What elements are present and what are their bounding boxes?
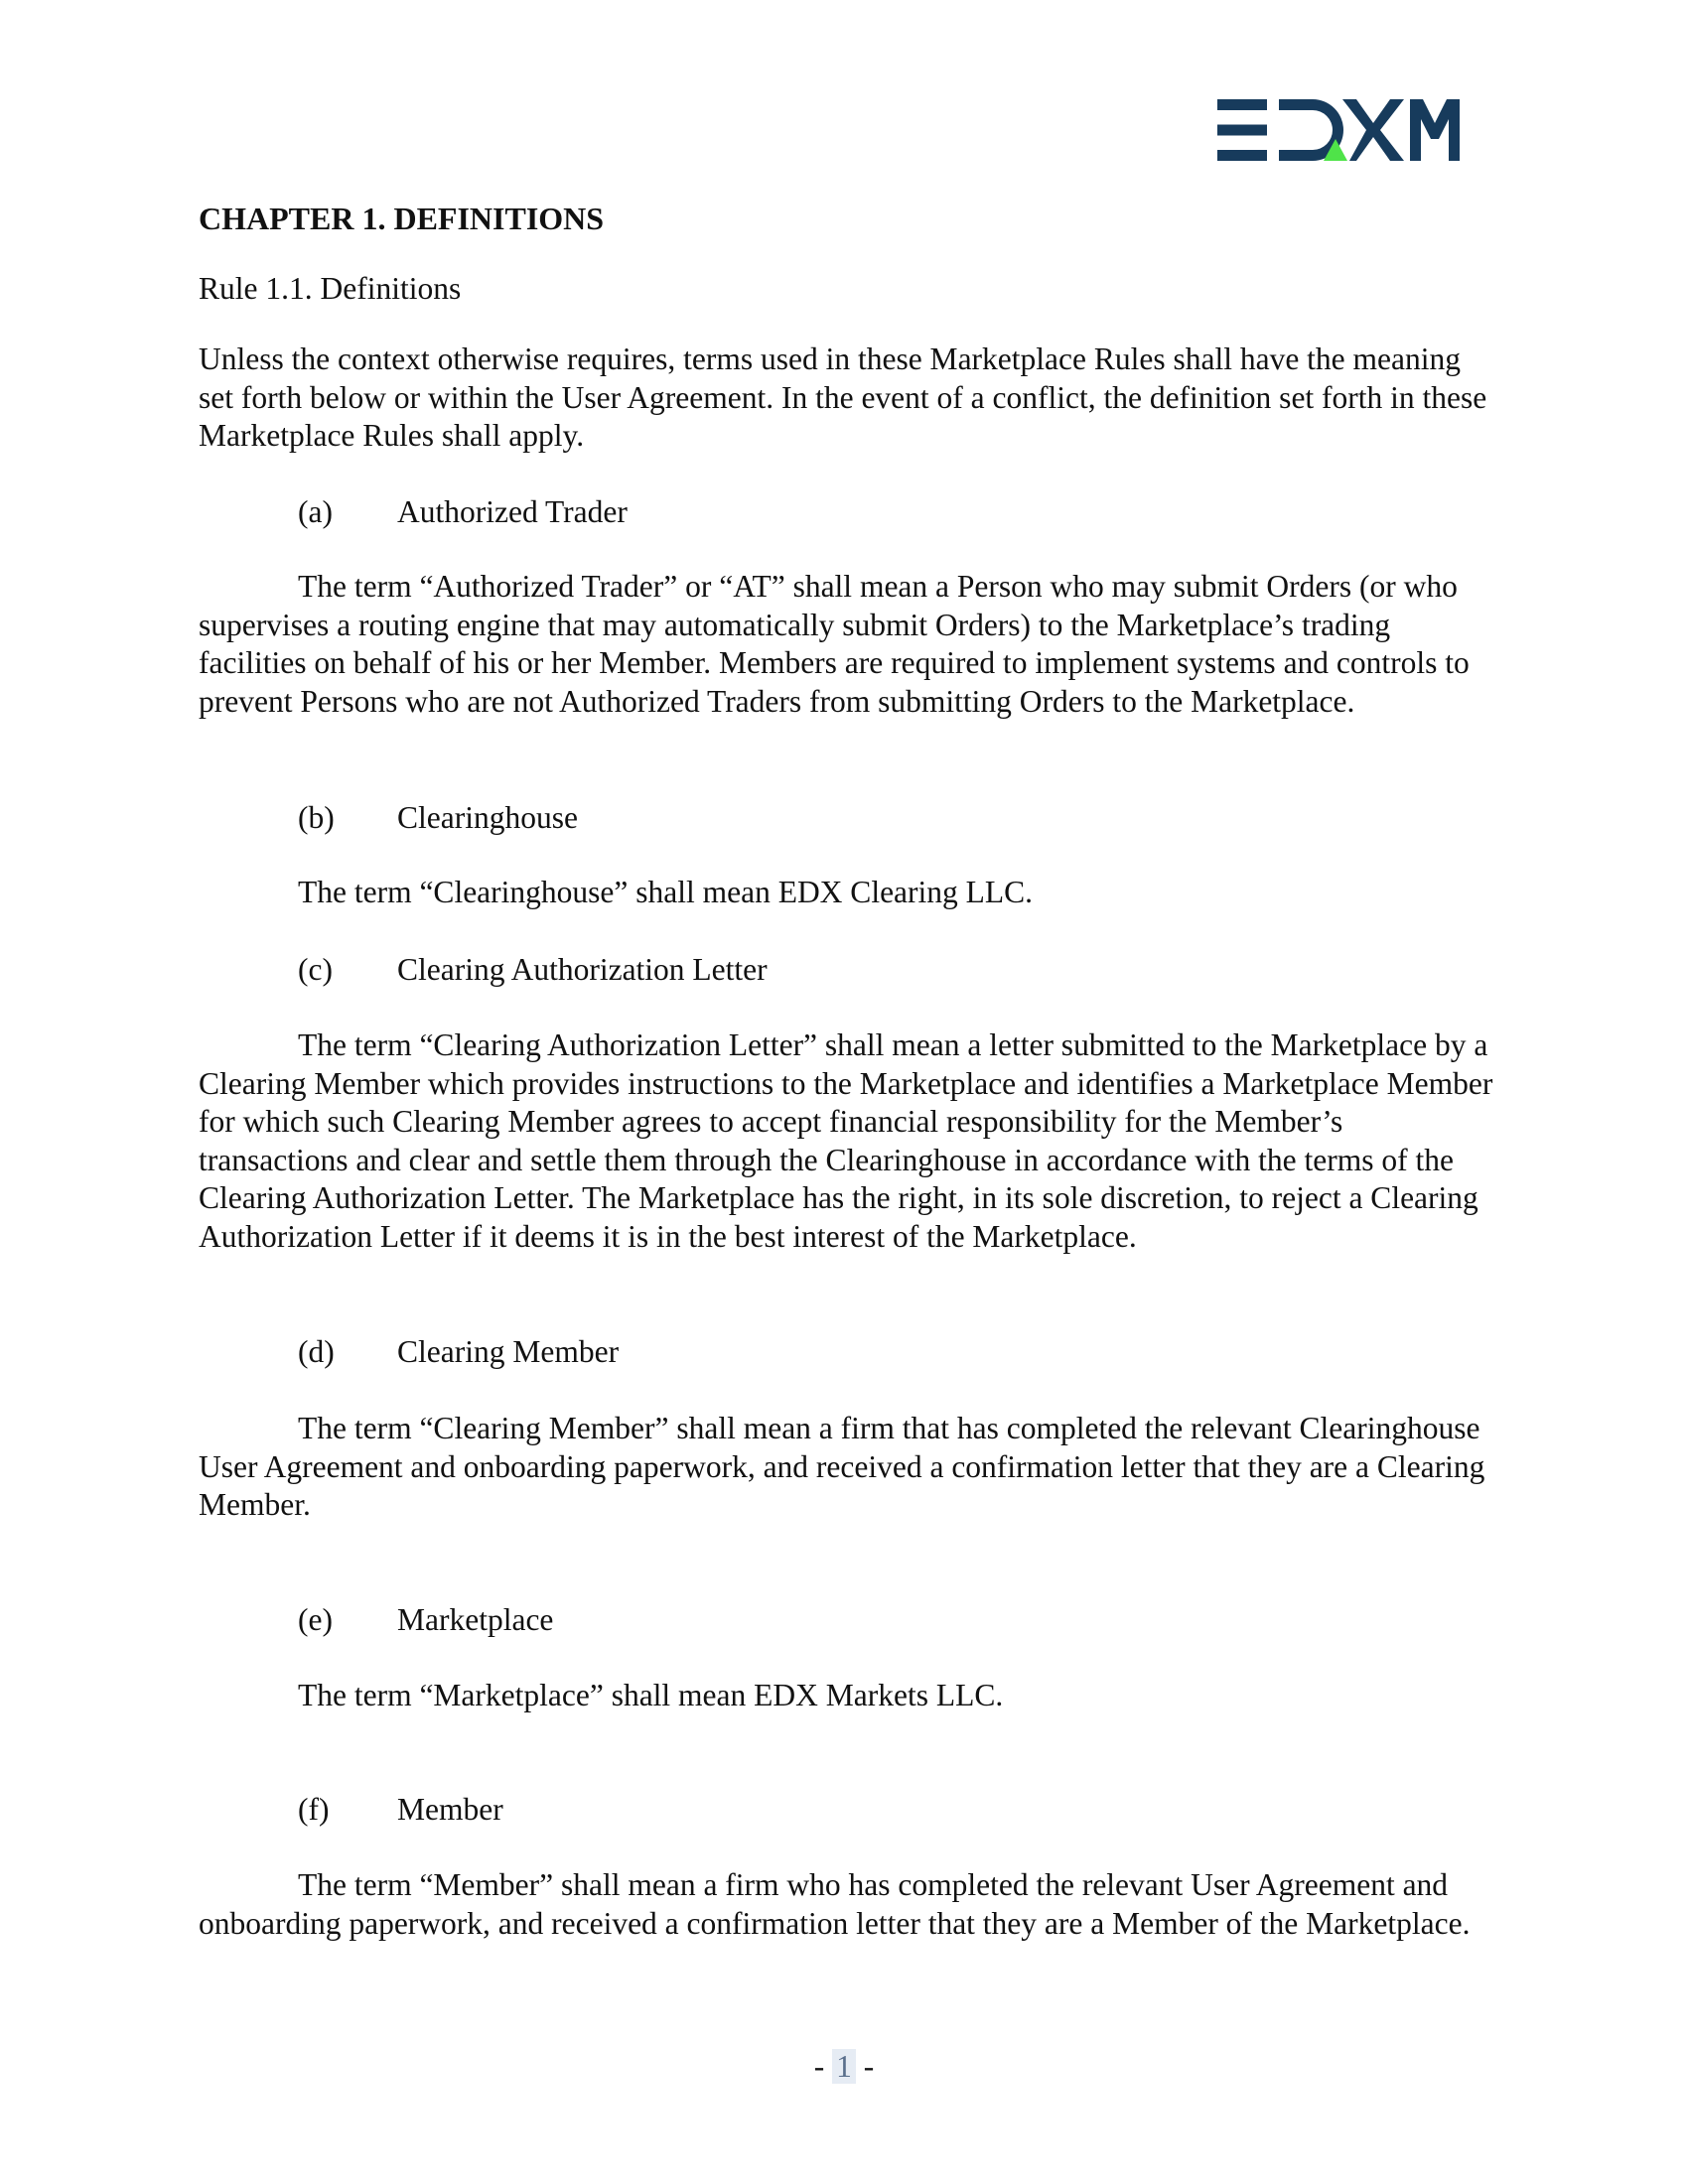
definition-term: Clearinghouse	[397, 800, 578, 835]
definition-text-c: The term “Clearing Authorization Letter” shall mean a letter submitted to the Marketplace by a Clearing Member which provides instructions to the Marketplace and identifies a Marketplace Member for which such Clearing Member agrees to accept financial responsibility for the Member’s transactions and clear and settle them through the Clearinghouse in accordance with the terms of the Clearing Authorization Letter. The Marketplace has the right, in its sole discretion, to reject a Clearing Authorization Letter if it deems it is in the best interest of the Marketplace.	[199, 1027, 1493, 1254]
definition-heading-b	[298, 798, 578, 838]
page-suffix: -	[855, 2049, 875, 2084]
definition-heading-c	[298, 950, 768, 990]
definition-letter: (d)	[298, 1334, 335, 1369]
definition-heading-f	[298, 1790, 503, 1830]
page-number	[0, 2047, 1688, 2087]
edxm-logo	[1217, 99, 1460, 161]
definition-term: Marketplace	[397, 1602, 554, 1637]
definition-text-b: The term “Clearinghouse” shall mean EDX Clearing LLC.	[298, 875, 1034, 909]
definition-term: Member	[397, 1792, 503, 1827]
definition-term: Authorized Trader	[397, 494, 628, 529]
definition-heading-d	[298, 1332, 619, 1372]
intro-paragraph: Unless the context otherwise requires, terms used in these Marketplace Rules shall have the meaning set forth below or within the User Agreement. In the event of a conflict, the definition set forth in these Marketplace Rules shall apply.	[199, 341, 1487, 453]
definition-letter: (e)	[298, 1602, 333, 1637]
definition-letter: (a)	[298, 494, 333, 529]
definition-term: Clearing Authorization Letter	[397, 952, 768, 987]
definition-letter: (f)	[298, 1792, 330, 1827]
page-number-value: 1	[832, 2049, 856, 2084]
definition-heading-a	[298, 492, 628, 532]
definition-text-f: The term “Member” shall mean a firm who has completed the relevant User Agreement and onboarding paperwork, and received a confirmation letter that they are a Member of the Marketplace.	[199, 1867, 1471, 1941]
chapter-title: CHAPTER 1. DEFINITIONS	[199, 201, 605, 236]
definition-heading-e	[298, 1600, 553, 1640]
definition-term: Clearing Member	[397, 1334, 620, 1369]
definition-letter: (c)	[298, 952, 333, 987]
page-prefix: -	[813, 2049, 833, 2084]
definition-text-e: The term “Marketplace” shall mean EDX Markets LLC.	[298, 1678, 1004, 1712]
rule-title: Rule 1.1. Definitions	[199, 271, 462, 306]
definition-letter: (b)	[298, 800, 335, 835]
definition-text-a: The term “Authorized Trader” or “AT” shall mean a Person who may submit Orders (or who supervises a routing engine that may automatically submit Orders) to the Marketplace’s trading facilities on behalf of his or her Member. Members are required to implement systems and controls to prevent Persons who are not Authorized Traders from submitting Orders to the Marketplace.	[199, 569, 1470, 719]
definition-text-d: The term “Clearing Member” shall mean a firm that has completed the relevant Clearinghouse User Agreement and onboarding paperwork, and received a confirmation letter that they are a Clearing Member.	[199, 1411, 1485, 1522]
